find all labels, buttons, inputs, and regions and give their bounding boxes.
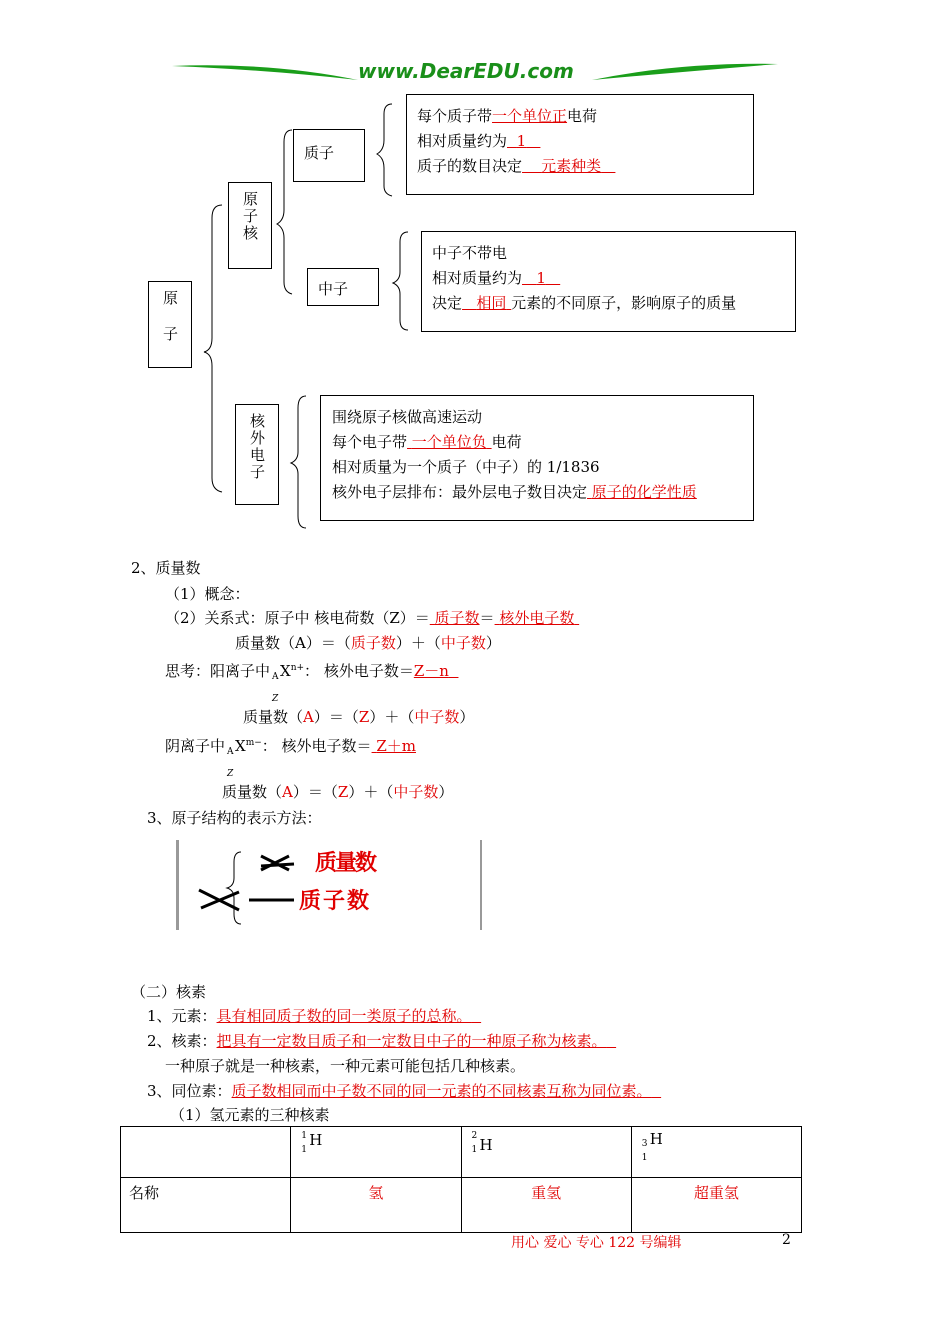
table-row [121, 1178, 802, 1233]
electron-line-2: 每个电子带 一个单位负 电荷 [332, 433, 522, 451]
anion-line: 阴离子中 A Z $X^{m-}$： 核外电子数＝ Z＋m [165, 737, 416, 779]
electron-line-4: 核外电子层排布：最外层电子数目决定 原子的化学性质 [332, 483, 697, 501]
cation-mass-formula: 质量数（A）＝（Z）＋（中子数） [243, 708, 475, 726]
structure-proton-label: 质子数 [299, 888, 372, 914]
neutron-line-3: 决定 相同 元素的不同原子，影响原子的质量 [432, 294, 737, 312]
nucleus-box [228, 182, 272, 269]
table-cell-empty [121, 1127, 291, 1178]
structure-title: 3、原子结构的表示方法： [147, 809, 322, 827]
electron-line-3: 相对质量为一个质子（中子）的 1/1836 [332, 458, 600, 476]
page-number: 2 [782, 1232, 791, 1248]
root-atom-label: 原 子 [161, 290, 179, 349]
neutron-box [307, 268, 379, 306]
row-label-name: 名称 [121, 1178, 291, 1233]
electron-label: 核外电子 [248, 413, 266, 481]
electron-box [235, 404, 279, 505]
nuclide-note: 一种原子就是一种核素，一种元素可能包括几种核素。 [165, 1057, 526, 1075]
nucleus-label: 原子核 [241, 191, 259, 242]
structure-mass-label: 质量数 [315, 850, 376, 876]
mass-title: 2、质量数 [131, 559, 201, 577]
table-row [121, 1127, 802, 1178]
proton-line-2: 相对质量约为 1 [417, 132, 527, 150]
proton-box [293, 129, 365, 182]
neutron-detail-box [421, 231, 796, 332]
footer-text: 用心 爱心 专心 122 号编辑 [511, 1235, 682, 1251]
nuclide-title: （二）核素 [131, 983, 207, 1001]
mass-formula: 质量数（A）＝（质子数）＋（中子数） [235, 634, 501, 652]
deuterium-symbol-cell: 2 1 H [461, 1127, 631, 1178]
proton-line-1: 每个质子带一个单位正电荷 [417, 107, 598, 125]
anion-mass-formula: 质量数（A）＝（Z）＋（中子数） [222, 783, 454, 801]
hydrogen-subtitle: （1）氢元素的三种核素 [170, 1106, 330, 1124]
site-url[interactable]: www.DearEDU.com [358, 59, 574, 83]
hydrogen-isotope-table [120, 1126, 802, 1233]
electron-line-1: 围绕原子核做高速运动 [332, 408, 483, 426]
name-protium: 氢 [291, 1178, 461, 1233]
electron-detail-box [320, 395, 754, 521]
nuclide-definition: 2、核素：把具有一定数目质子和一定数目中子的一种原子称为核素。 [147, 1032, 607, 1050]
tritium-symbol-cell: 3 1 H [631, 1127, 801, 1178]
root-atom-box [148, 281, 192, 368]
mass-relation: （2）关系式：原子中 核电荷数（Z）＝ 质子数＝ 核外电子数 [165, 609, 575, 627]
cation-line: 思考：阳离子中 A Z $X^{n+}$： 核外电子数＝Z－n [165, 662, 449, 704]
protium-symbol-cell: 1 1 H [291, 1127, 461, 1178]
element-definition: 1、元素：具有相同质子数的同一类原子的总称。 [147, 1007, 472, 1025]
isotope-definition: 3、同位素：质子数相同而中子数不同的同一元素的不同核素互称为同位素。 [147, 1082, 652, 1100]
structure-figure [176, 840, 482, 930]
neutron-line-1: 中子不带电 [432, 244, 508, 262]
neutron-line-2: 相对质量约为 1 [432, 269, 546, 287]
name-deuterium: 重氢 [461, 1178, 631, 1233]
mass-concept: （1）概念： [165, 585, 250, 603]
proton-line-3: 质子的数目决定 元素种类 [417, 157, 602, 175]
name-tritium: 超重氢 [631, 1178, 801, 1233]
proton-detail-box [406, 94, 754, 195]
proton-label: 质子 [304, 144, 335, 162]
neutron-label: 中子 [318, 280, 349, 298]
